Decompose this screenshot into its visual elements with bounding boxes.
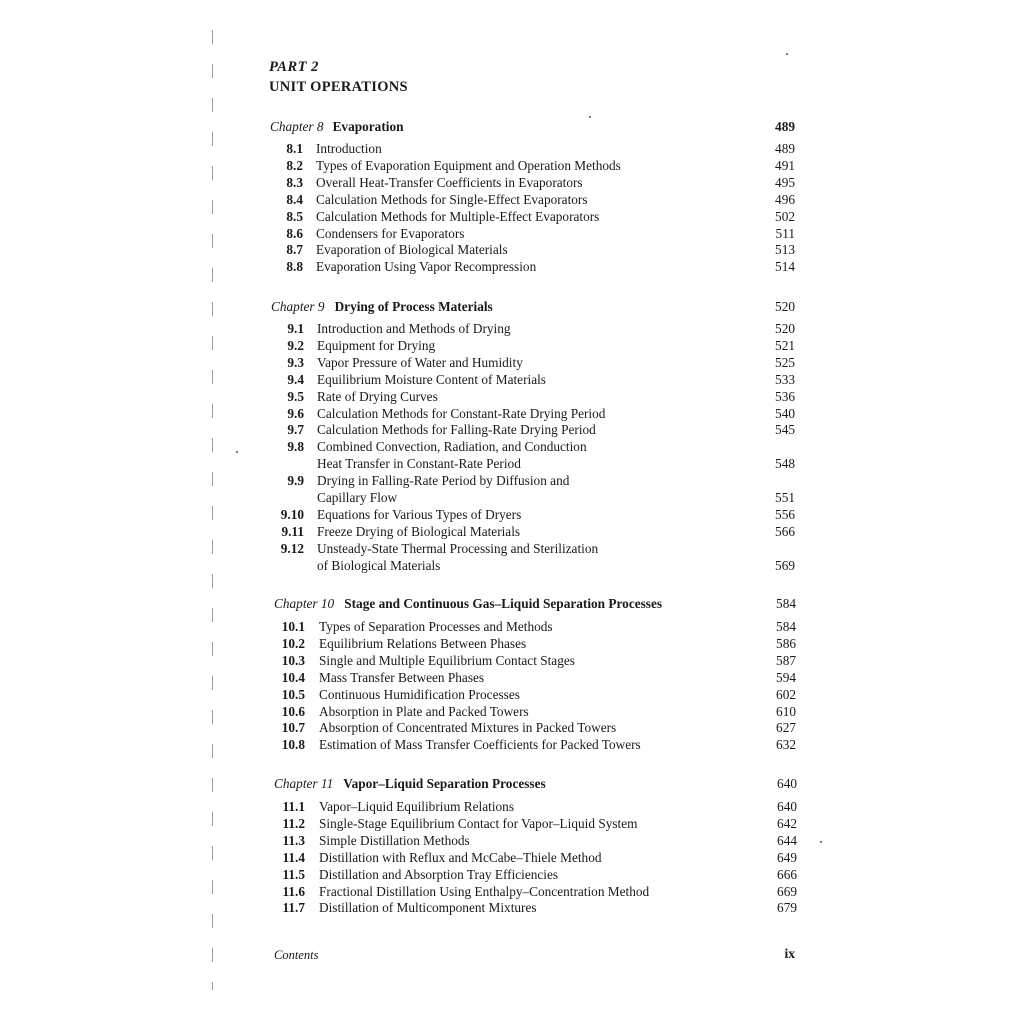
section-number: 11.7 xyxy=(282,900,305,916)
chapter-page-number: 640 xyxy=(777,776,797,791)
section-title: Unsteady-State Thermal Processing and Sterilization xyxy=(317,540,599,556)
section-title: Distillation of Multicomponent Mixtures xyxy=(319,900,537,916)
section-number: 11.6 xyxy=(282,883,305,899)
chapter-number: Chapter 10 xyxy=(274,596,335,611)
section-title: Capillary Flow xyxy=(317,490,398,505)
section-page-number: 679 xyxy=(777,900,797,916)
section-title: Equilibrium Relations Between Phases xyxy=(319,635,527,651)
section-number: 9.5 xyxy=(287,388,304,404)
section-title: Absorption in Plate and Packed Towers xyxy=(319,703,529,719)
section-page-number: 540 xyxy=(775,405,795,421)
section-number: 10.7 xyxy=(281,720,305,736)
scan-speck xyxy=(786,53,788,55)
section-title: Condensers for Evaporators xyxy=(316,225,465,241)
section-title: Freeze Drying of Biological Materials xyxy=(317,523,521,539)
section-title: Overall Heat-Transfer Coefficients in Evaporators xyxy=(316,174,583,190)
section-title: Evaporation Using Vapor Recompression xyxy=(316,259,537,275)
section-number: 10.1 xyxy=(281,619,305,634)
section-title: Drying in Falling-Rate Period by Diffusion and xyxy=(317,473,570,489)
section-number: 9.9 xyxy=(287,473,304,489)
section-number: 11.2 xyxy=(282,815,305,831)
section-title: Types of Separation Processes and Methods xyxy=(319,619,553,634)
section-page-number: 495 xyxy=(775,174,795,190)
chapter-heading xyxy=(271,298,493,315)
section-page-number: 556 xyxy=(775,506,795,522)
section-title: Types of Evaporation Equipment and Operation Methods xyxy=(316,157,621,173)
section-number: 8.8 xyxy=(286,259,303,275)
page-margin-line xyxy=(212,30,213,990)
section-page-number: 569 xyxy=(775,557,795,573)
section-number: 8.5 xyxy=(286,208,303,224)
section-page-number: 502 xyxy=(775,208,795,224)
section-page-number: 489 xyxy=(775,141,795,156)
section-title: Simple Distillation Methods xyxy=(319,832,470,848)
chapter-page-number: 489 xyxy=(775,119,795,134)
section-number: 8.3 xyxy=(286,174,303,190)
section-number: 9.7 xyxy=(287,422,304,438)
section-title: Estimation of Mass Transfer Coefficients for Packed Towers xyxy=(319,737,641,753)
section-title: Introduction and Methods of Drying xyxy=(317,321,511,336)
section-title: Single and Multiple Equilibrium Contact Stages xyxy=(319,652,575,668)
chapter-page-number: 520 xyxy=(775,299,795,314)
section-page-number: 551 xyxy=(775,490,795,505)
section-page-number: 587 xyxy=(776,652,796,668)
section-number: 11.4 xyxy=(282,849,305,865)
section-number: 10.8 xyxy=(281,737,305,753)
section-page-number: 491 xyxy=(775,157,795,173)
section-title: Calculation Methods for Multiple-Effect Evaporators xyxy=(316,208,600,224)
section-number: 9.2 xyxy=(287,337,304,353)
section-number: 10.4 xyxy=(281,669,305,685)
section-number: 8.1 xyxy=(286,141,303,156)
section-number: 9.1 xyxy=(287,321,304,336)
section-page-number: 514 xyxy=(775,259,795,275)
section-number: 9.10 xyxy=(280,506,304,522)
section-page-number: 513 xyxy=(775,242,795,258)
chapter-title: Drying of Process Materials xyxy=(334,299,493,314)
section-number: 9.6 xyxy=(287,405,304,421)
chapter-heading xyxy=(270,118,404,135)
section-title: Continuous Humidification Processes xyxy=(319,686,520,702)
scan-speck xyxy=(236,451,238,453)
section-title: Introduction xyxy=(316,141,382,156)
chapter-title: Evaporation xyxy=(332,119,404,134)
section-number: 10.6 xyxy=(281,703,305,719)
section-page-number: 640 xyxy=(777,799,797,814)
section-title: Equilibrium Moisture Content of Materials xyxy=(317,371,546,387)
section-title: Calculation Methods for Falling-Rate Drying Period xyxy=(317,422,596,438)
section-number: 11.5 xyxy=(282,866,305,882)
section-title: Mass Transfer Between Phases xyxy=(319,669,485,685)
section-title: Calculation Methods for Constant-Rate Drying Period xyxy=(317,405,606,421)
section-page-number: 521 xyxy=(775,337,795,353)
section-number: 9.3 xyxy=(287,354,304,370)
section-title: Equipment for Drying xyxy=(317,337,436,353)
section-number: 10.3 xyxy=(281,652,305,668)
section-title: Heat Transfer in Constant-Rate Period xyxy=(317,456,521,472)
section-number: 8.2 xyxy=(286,157,303,173)
footer-section-name: Contents xyxy=(274,948,319,962)
section-page-number: 602 xyxy=(776,686,796,702)
section-title: Combined Convection, Radiation, and Conduction xyxy=(317,439,587,455)
section-page-number: 533 xyxy=(775,371,795,387)
section-title: Single-Stage Equilibrium Contact for Vapor–Liquid System xyxy=(319,815,638,831)
section-number: 10.2 xyxy=(281,635,305,651)
section-page-number: 642 xyxy=(777,815,797,831)
section-page-number: 511 xyxy=(775,225,795,241)
section-number: 11.1 xyxy=(282,799,305,814)
section-number: 11.3 xyxy=(282,832,305,848)
section-page-number: 548 xyxy=(775,456,795,472)
section-page-number: 545 xyxy=(775,422,795,438)
section-number: 9.12 xyxy=(280,540,304,556)
section-title: Equations for Various Types of Dryers xyxy=(317,506,522,522)
footer-page-number: ix xyxy=(784,946,795,961)
section-page-number: 669 xyxy=(777,883,797,899)
section-title: Rate of Drying Curves xyxy=(317,388,438,404)
section-page-number: 586 xyxy=(776,635,796,651)
section-page-number: 649 xyxy=(777,849,797,865)
chapter-number: Chapter 9 xyxy=(271,299,325,314)
section-page-number: 525 xyxy=(775,354,795,370)
chapter-title: Stage and Continuous Gas–Liquid Separation Processes xyxy=(344,596,663,611)
section-number: 9.8 xyxy=(287,439,304,455)
section-page-number: 566 xyxy=(775,523,795,539)
chapter-heading xyxy=(274,595,662,612)
part-title: UNIT OPERATIONS xyxy=(269,79,408,95)
section-number: 10.5 xyxy=(281,686,305,702)
section-number: 8.7 xyxy=(286,242,303,258)
section-title: Vapor–Liquid Equilibrium Relations xyxy=(319,799,514,814)
section-number: 8.6 xyxy=(286,225,303,241)
section-page-number: 584 xyxy=(776,619,796,634)
part-label: PART 2 xyxy=(269,59,319,75)
section-page-number: 644 xyxy=(777,832,797,848)
section-number: 9.4 xyxy=(287,371,304,387)
section-page-number: 594 xyxy=(776,669,796,685)
scan-speck xyxy=(820,841,822,843)
section-title: Vapor Pressure of Water and Humidity xyxy=(317,354,523,370)
section-page-number: 632 xyxy=(776,737,796,753)
chapter-number: Chapter 8 xyxy=(270,119,324,134)
section-title: Distillation with Reflux and McCabe–Thiele Method xyxy=(319,849,602,865)
chapter-title: Vapor–Liquid Separation Processes xyxy=(343,776,546,791)
section-title: Evaporation of Biological Materials xyxy=(316,242,508,258)
section-title: Calculation Methods for Single-Effect Evaporators xyxy=(316,191,588,207)
scan-speck xyxy=(589,116,591,118)
section-number: 9.11 xyxy=(281,523,304,539)
section-title: Absorption of Concentrated Mixtures in Packed Towers xyxy=(319,720,617,736)
chapter-page-number: 584 xyxy=(776,596,796,611)
section-title: of Biological Materials xyxy=(317,557,441,573)
section-title: Distillation and Absorption Tray Efficiencies xyxy=(319,866,559,882)
section-page-number: 627 xyxy=(776,720,796,736)
section-page-number: 536 xyxy=(775,388,795,404)
section-title: Fractional Distillation Using Enthalpy–Concentration Method xyxy=(319,883,650,899)
chapter-number: Chapter 11 xyxy=(274,776,334,791)
chapter-heading xyxy=(274,775,546,792)
section-number: 8.4 xyxy=(286,191,303,207)
section-page-number: 520 xyxy=(775,321,795,336)
section-page-number: 610 xyxy=(776,703,796,719)
section-page-number: 496 xyxy=(775,191,795,207)
section-page-number: 666 xyxy=(777,866,797,882)
